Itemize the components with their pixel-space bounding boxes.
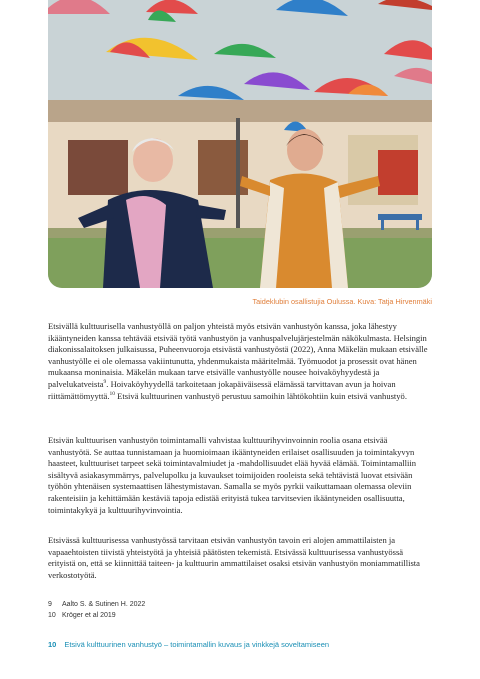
page-footer (48, 640, 329, 649)
page-number: 10 (48, 640, 57, 649)
body-paragraph-1: Etsivällä kulttuurisella vanhustyöllä on paljon yhteistä myös etsivän vanhustyön kanssa, joka lähestyy ikääntyneiden kanssa tehtävää etsivää työtä vanhustyön ja vanhuspalvelujärjestelmän näkökulmasta. Helsingin diakonissalaitoksen julkaisussa, Puheenvuoroja etsivästä vanhustyöstä (2022), Anna Mäkelän mukaan etsivälle vanhustyölle ei ole olemassa vakiintunutta, yhdenmukaista määritelmää. Työmuodot ja prosessit ovat hänen mukaansa moninaisia. Mäkelän mukaan tarve etsivälle vanhustyölle nousee hoivaköyhyydestä ja palvelukatveista$^9$. Hoivaköyhyydellä tarkoitetaan jokapäiväisessä elämässä tarvittavan avun ja hoivan riittämättömyyttä.$^{10}$ Etsivä kulttuurinen vanhustyö perustuu samoihin lähtökohtiin kuin etsivä vanhustyö. (48, 321, 428, 401)
footnote-item: 9 Aalto S. & Sutinen H. 2022 (48, 601, 146, 608)
photo-illustration (48, 0, 432, 288)
footnote-item: 10 Kröger et al 2019 (48, 611, 116, 619)
footnote-ref-10[interactable]: 10 (109, 390, 115, 397)
body-paragraph-2: Etsivän kulttuurisen vanhustyön toimintamalli vahvistaa kulttuurihyvinvoinnin roolia osana etsivää vanhustyötä. Se auttaa tunnistamaan ja huomioimaan ikääntyneiden erilaiset osallisuuden ja toimintakyvyn haasteet, kulttuuriset tarpeet sekä toimintavalmiudet ja -mahdollisuudet elää hyvää elämää. Toimintamalliin sisältyvä asiakasymmärrys, palvelupolku ja kuvaukset toimijoiden rooleista sekä tehtävistä luovat etsivään työhön yhtenäisen systemaattisen lähestymistavan. Samalla se myös pyrkii vaikuttamaan olemassa oleviin rakenteisiin ja kehittämään kestäviä tapoja edistää erityistä tukea tarvitsevien ikääntyneiden osallisuutta, toimintakykyä ja kulttuurihyvinvointia. (48, 435, 417, 515)
footnotes (48, 600, 145, 621)
footer-title: Etsivä kulttuurinen vanhustyö – toimintamallin kuvaus ja vinkkejä soveltamiseen (64, 640, 330, 649)
photo-caption: Taideklubin osallistujia Oulussa. Kuva: Tatja Hirvenmäki (252, 297, 432, 306)
footnote-ref-9[interactable]: 9 (103, 379, 107, 386)
body-paragraph-3: Etsivässä kulttuurisessa vanhustyössä tarvitaan etsivän vanhustyön tavoin eri alojen ammattilaisten ja vapaaehtoisten tiivistä yhteistyötä ja yhteisiä päätösten tekemistä. Etsivässä kulttuurisessa vanhustyössä erityistä on, että se kiinnittää taiteen- ja kulttuurin ammattilaiset osaksi etsivän vanhustyön moniammatillista verkostotyötä. (48, 535, 420, 580)
